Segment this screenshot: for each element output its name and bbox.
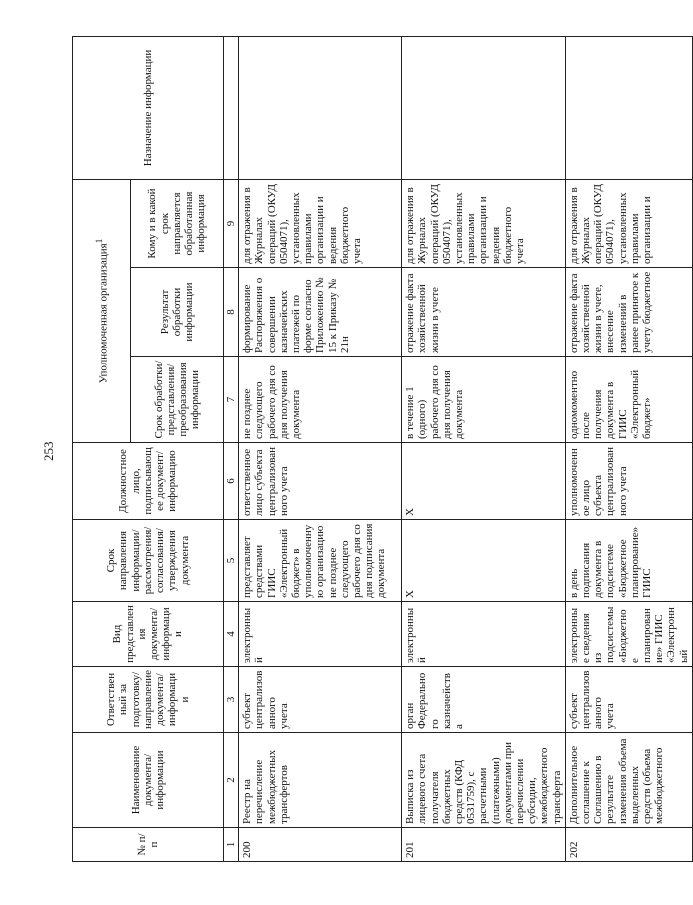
header-col-9: Кому и в какой срок направляется обработанная информация: [131, 180, 224, 268]
header-col-10: Назначение информации: [73, 37, 224, 180]
document-name: Реестр на перечисление межбюджетных трансфертов: [239, 733, 402, 828]
col-number: 7: [224, 357, 239, 443]
document-name: Выписка из лицевого счета получателя бюджетных средств (КФД 0531759), с расчетными (платежными) документами при перечислении субсидии, межбюджетного трансферта: [402, 733, 566, 828]
row-number: 200: [239, 828, 402, 862]
presentation-kind: электронный: [402, 602, 566, 667]
processing-term: одномоментно после получения документа в ГИИС «Электронный бюджет»: [565, 357, 692, 443]
document-name: Дополнительное соглашение к Соглашению в результате изменения объема выделенных средств (объема межбюджетного: [565, 733, 692, 828]
header-col-5: Срок направления информации/ рассмотрения/ согласования/ утверждения документа: [73, 520, 224, 602]
processing-term: в течение 1 (одного) рабочего дня со дня получения документа: [402, 357, 566, 443]
presentation-kind: электронные сведения из подсистемы «Бюджетное планирование» ГИИС «Электронный: [565, 602, 692, 667]
recipient-term: для отражения в Журналах операций (ОКУД 0504071), установленных правилами организации и: [565, 180, 692, 268]
column-numbers-row: [224, 37, 239, 862]
col-number: 2: [224, 733, 239, 828]
col-number: 6: [224, 443, 239, 520]
header-col-1: № п/п: [73, 828, 224, 862]
header-col-3: Ответственный за подготовку/ направление документа/ информации: [73, 667, 224, 733]
header-org-group: [73, 180, 131, 443]
col-number: 1: [224, 828, 239, 862]
col-number: [224, 37, 239, 180]
page-number: 253: [41, 441, 56, 461]
submission-term: в день подписания документа в подсистеме «Бюджетное планирование» ГИИС: [565, 520, 692, 602]
table-row: [239, 37, 402, 862]
header-col-7: Срок обработки/ представления/ преобразования информации: [131, 357, 224, 443]
information-purpose: [402, 37, 566, 180]
header-col-4: Вид представления документа/ информации: [73, 602, 224, 667]
responsible: орган Федерального казначейства: [402, 667, 566, 733]
col-number: 9: [224, 180, 239, 268]
col-number: 4: [224, 602, 239, 667]
col-number: 3: [224, 667, 239, 733]
recipient-term: для отражения в Журналах операций (ОКУД 0504071), установленных правилами организации и ведения бюджетного учета: [402, 180, 566, 268]
submission-term: Х: [402, 520, 566, 602]
header-col-2: Наименование документа/ информации: [73, 733, 224, 828]
table-row: [402, 37, 566, 862]
row-number: 202: [565, 828, 692, 862]
information-purpose: [565, 37, 692, 180]
processing-result: формирование Распоряжения о совершении казначейских платежей по форме согласно Приложению № 15 к Приказу № 21н: [239, 268, 402, 357]
header-org-footnote: 1: [94, 238, 105, 244]
row-number: 201: [402, 828, 566, 862]
information-purpose: [239, 37, 402, 180]
signing-official: уполномоченное лицо субъекта централизованного учета: [565, 443, 692, 520]
rotated-table-wrapper: [72, 37, 690, 862]
table-row: [565, 37, 692, 862]
col-number: 5: [224, 520, 239, 602]
responsible: субъект централизованного учета: [565, 667, 692, 733]
recipient-term: для отражения в Журналах операций (ОКУД 0504071), установленных правилами организации и ведения бюджетного учета: [239, 180, 402, 268]
table-header: [73, 37, 239, 862]
processing-term: не позднее следующего рабочего дня со дня получения документа: [239, 357, 402, 443]
registry-table: [72, 36, 693, 862]
presentation-kind: электронный: [239, 602, 402, 667]
signing-official: ответственное лицо субъекта централизованного учета: [239, 443, 402, 520]
processing-result: отражение факта хозяйственной жизни в учете: [402, 268, 566, 357]
header-col-8: Результат обработки информации: [131, 268, 224, 357]
col-number: 8: [224, 268, 239, 357]
responsible: субъект централизованного учета: [239, 667, 402, 733]
header-org-label: Уполномоченная организация: [97, 243, 110, 384]
header-col-6: Должностное лицо, подписывающее документ/ информацию: [73, 443, 224, 520]
processing-result: отражение факта хозяйственной жизни в учете, внесение изменений в ранее принятое к учету бюджетное: [565, 268, 692, 357]
submission-term: представляет средствами ГИИС «Электронный бюджет» в уполномоченную организацию не позднее следующего рабочего дня со дня подписания документа: [239, 520, 402, 602]
signing-official: Х: [402, 443, 566, 520]
